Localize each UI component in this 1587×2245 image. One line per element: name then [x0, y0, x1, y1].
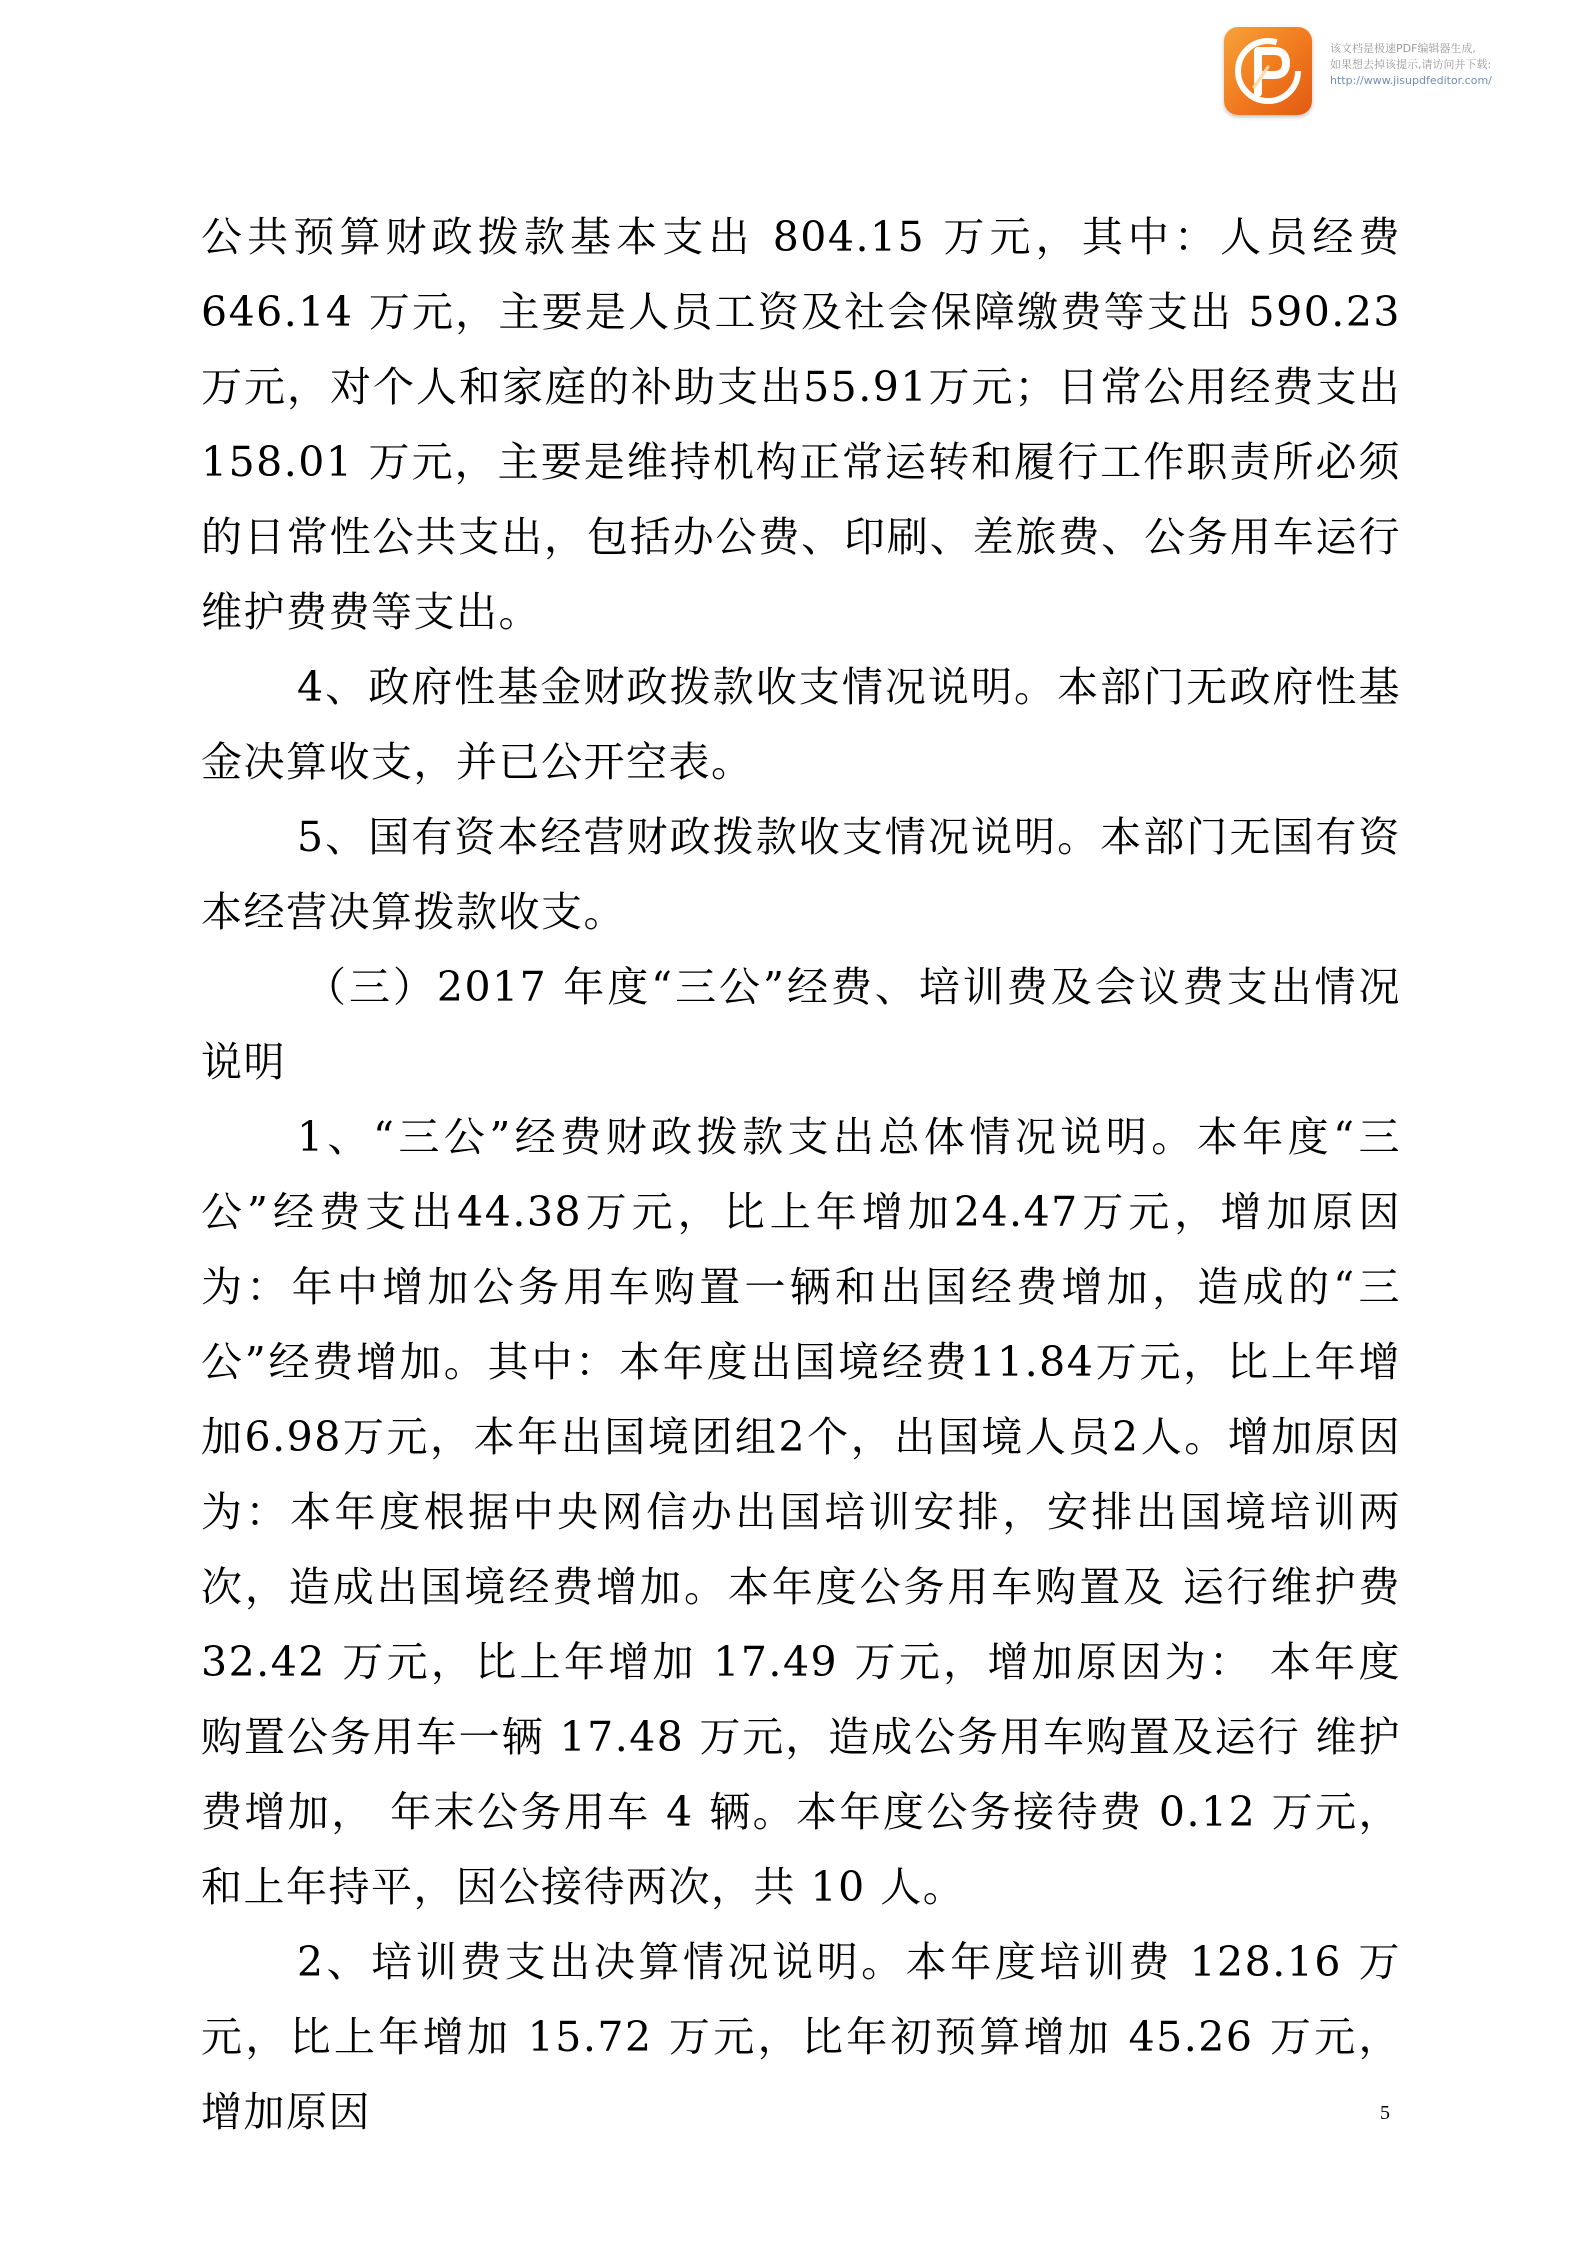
document-body	[201, 200, 1401, 2150]
pdf-editor-logo-icon	[1224, 27, 1312, 115]
watermark-url-link[interactable]: http://www.jisupdfeditor.com/	[1330, 74, 1492, 87]
paragraph-three-public-expenditure: 1、“三公”经费财政拨款支出总体情况说明。本年度“三公”经费支出44.38万元，比上年增加24.47万元，增加原因为：年中增加公务用车购置一辆和出国经费增加，造成的“三公”经费增加。其中：本年度出国境经费11.84万元，比上年增加6.98万元，本年出国境团组2个，出国境人员2人。增加原因为：本年度根据中央网信办出国培训安排，安排出国境培训两次，造成出国境经费增加。本年度公务用车购置及 运行维护费 32.42 万元，比上年增加 17.49 万元，增加原因为： 本年度购置公务用车一辆 17.48 万元，造成公务用车购置及运行 维护费增加， 年末公务用车 4 辆。本年度公务接待费 0.12 万元， 和上年持平，因公接待两次，共 10 人。	[201, 1113, 1401, 1911]
paragraph-training-expenditure: 2、培训费支出决算情况说明。本年度培训费 128.16 万元，比上年增加 15.72 万元，比年初预算增加 45.26 万元，增加原因	[201, 1938, 1401, 2136]
section-heading-three-public: （三）2017 年度“三公”经费、培训费及会议费支出情况说明	[201, 963, 1401, 1086]
watermark-text	[1330, 41, 1560, 89]
watermark-line-2: 如果想去掉该提示,请访问并下载:	[1330, 58, 1492, 71]
paragraph-basic-expenditure: 公共预算财政拨款基本支出 804.15 万元，其中：人员经费 646.14 万元，主要是人员工资及社会保障缴费等支出 590.23 万元，对个人和家庭的补助支出55.91万元；日常公用经费支出 158.01 万元，主要是维持机构正常运转和履行工作职责所必须的日常性公共支出，包括办公费、印刷、差旅费、公务用车运行维护费费等支出。	[201, 213, 1401, 636]
page-number: 5	[1380, 2102, 1390, 2124]
watermark-line-1: 该文档是极速PDF编辑器生成,	[1330, 42, 1476, 55]
paragraph-state-capital: 5、国有资本经营财政拨款收支情况说明。本部门无国有资本经营决算拨款收支。	[201, 813, 1401, 936]
watermark	[1224, 27, 1544, 117]
paragraph-government-fund: 4、政府性基金财政拨款收支情况说明。本部门无政府性基金决算收支，并已公开空表。	[201, 663, 1401, 786]
